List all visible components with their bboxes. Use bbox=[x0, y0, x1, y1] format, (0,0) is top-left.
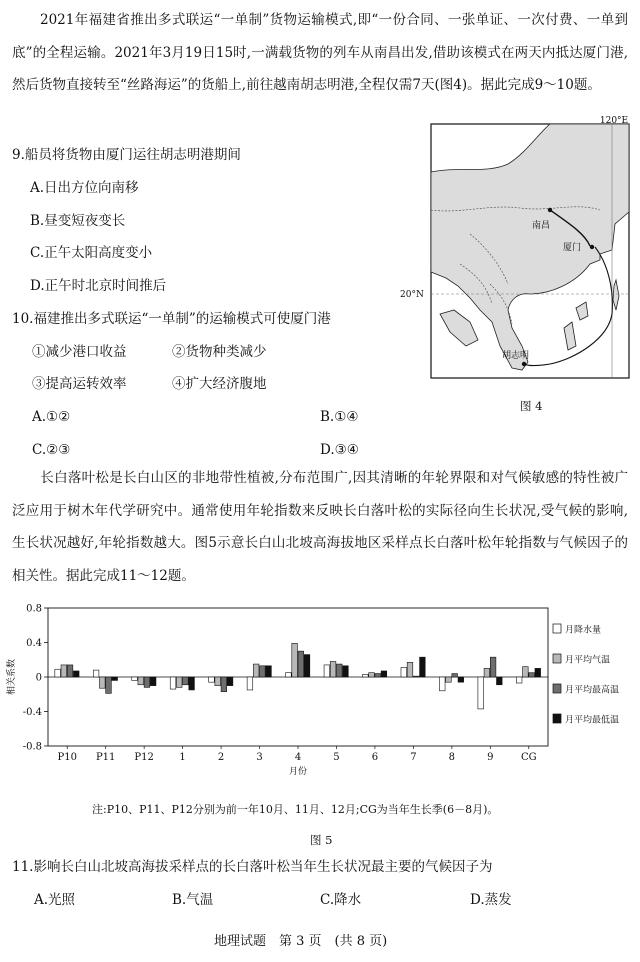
question-10-option-c: C.②③ bbox=[32, 442, 71, 458]
legend-swatch bbox=[553, 624, 561, 633]
question-11-option-c: C.降水 bbox=[320, 892, 362, 908]
bar bbox=[304, 655, 310, 677]
bar bbox=[446, 677, 452, 682]
figure-5-note: 注:P10、P11、P12分别为前一年10月、11月、12月;CG为当年生长季(6－8月)。 bbox=[92, 803, 499, 816]
x-tick-label: 1 bbox=[179, 752, 186, 763]
x-tick-label: 3 bbox=[256, 752, 263, 763]
bar bbox=[247, 677, 253, 690]
bar bbox=[292, 643, 298, 677]
bar bbox=[93, 670, 99, 677]
x-tick-label: P11 bbox=[95, 752, 116, 763]
question-9-stem: 9.船员将货物由厦门运往胡志明港期间 bbox=[12, 147, 241, 163]
question-10-option-a: A.①② bbox=[32, 409, 71, 425]
y-tick-label: -0.4 bbox=[22, 707, 42, 718]
question-10-item-2: ②货物种类减少 bbox=[172, 344, 267, 360]
bar bbox=[260, 666, 266, 677]
figure-5-chart bbox=[0, 596, 640, 786]
bar bbox=[144, 677, 150, 687]
label-hcm: 胡志明 bbox=[502, 351, 530, 361]
bar bbox=[221, 677, 227, 692]
xiamen-marker bbox=[590, 245, 594, 249]
bar bbox=[523, 667, 529, 677]
bar bbox=[529, 673, 535, 677]
bar bbox=[458, 677, 464, 682]
y-tick-label: 0 bbox=[35, 672, 42, 684]
bar bbox=[420, 657, 426, 677]
question-11-option-b: B.气温 bbox=[172, 892, 214, 908]
question-9-option-c: C.正午太阳高度变小 bbox=[30, 245, 153, 261]
legend-label: 月平均最低温 bbox=[565, 715, 620, 726]
question-11-option-d: D.蒸发 bbox=[470, 892, 512, 908]
bar bbox=[215, 677, 221, 686]
bar bbox=[183, 677, 189, 685]
bar bbox=[439, 677, 445, 691]
intro-paragraph-2: 长白落叶松是长白山区的非地带性植被,分布范围广,因其清晰的年轮界限和对气候敏感的特性被广泛应用于树木年代学研究中。通常使用年轮指数来反映长白落叶松的实际径向生长状况,受气候的影响,生长状况越好,年轮指数越大。图5示意长白山北坡高海拔地区采样点长白落叶松年轮指数与气候因子的相关性。据此完成11～12题。 bbox=[12, 470, 628, 584]
legend-label: 月平均气温 bbox=[565, 655, 611, 666]
lat-label: 20°N bbox=[400, 290, 424, 300]
bar bbox=[150, 677, 156, 686]
x-tick-label: 6 bbox=[371, 752, 379, 763]
x-tick-label: 8 bbox=[448, 752, 456, 763]
bar bbox=[381, 671, 387, 677]
bar bbox=[132, 677, 138, 680]
bar bbox=[55, 669, 61, 677]
x-tick-label: 9 bbox=[487, 752, 494, 763]
bar bbox=[298, 651, 304, 677]
x-tick-label: 5 bbox=[333, 752, 340, 763]
bar bbox=[478, 677, 484, 709]
bar bbox=[67, 665, 73, 677]
question-10-stem: 10.福建推出多式联运“一单制”的运输模式可使厦门港 bbox=[12, 311, 331, 327]
bar bbox=[535, 668, 541, 677]
question-10-option-d: D.③④ bbox=[320, 442, 359, 458]
legend-label: 月降水量 bbox=[565, 625, 602, 636]
bar bbox=[266, 666, 272, 677]
x-tick-label: P12 bbox=[134, 752, 154, 763]
label-nanchang: 南昌 bbox=[532, 221, 551, 231]
bar bbox=[99, 677, 105, 688]
bar bbox=[112, 677, 118, 680]
x-axis-label: 月份 bbox=[288, 767, 308, 777]
bar bbox=[286, 673, 292, 677]
legend-label: 月平均最高温 bbox=[565, 685, 620, 696]
bar bbox=[497, 677, 503, 685]
intro-paragraph-1: 2021年福建省推出多式联运“一单制”货物运输模式,即“一份合同、一张单证、一次付费、一单到底”的全程运输。2021年3月19日15时,一满载货物的列车从南昌出发,借助该模式在两天内抵达厦门港,然后货物直接转至“丝路海运”的货船上,前往越南胡志明港,全程仅需7天(图4)。据此完成9～10题。 bbox=[12, 12, 628, 93]
bar bbox=[106, 677, 112, 693]
bar bbox=[189, 677, 195, 690]
bar bbox=[401, 668, 407, 677]
figure-4-map bbox=[400, 114, 636, 384]
bar bbox=[375, 674, 381, 677]
question-10-item-3: ③提高运转效率 bbox=[32, 376, 127, 392]
question-9-option-b: B.昼变短夜变长 bbox=[30, 213, 126, 229]
bar bbox=[369, 673, 375, 677]
hcm-marker bbox=[522, 362, 526, 366]
bar bbox=[452, 674, 458, 677]
legend-swatch bbox=[553, 714, 561, 723]
bar bbox=[336, 664, 342, 677]
bar bbox=[227, 677, 233, 686]
bar bbox=[61, 665, 67, 677]
question-10-option-b: B.①④ bbox=[320, 409, 359, 425]
bar bbox=[170, 677, 176, 689]
legend-swatch bbox=[553, 684, 561, 693]
bar bbox=[490, 657, 496, 677]
x-tick-label: P10 bbox=[57, 752, 77, 763]
x-tick-label: CG bbox=[520, 752, 537, 763]
label-xiamen: 厦门 bbox=[563, 243, 582, 253]
x-tick-label: 2 bbox=[217, 752, 225, 763]
question-10-item-4: ④扩大经济腹地 bbox=[172, 376, 267, 392]
question-9-option-d: D.正午时北京时间推后 bbox=[30, 278, 167, 294]
x-tick-label: 7 bbox=[410, 752, 417, 763]
bar bbox=[343, 666, 349, 677]
y-tick-label: 0.4 bbox=[26, 638, 42, 649]
question-9-option-a: A.日出方位向南移 bbox=[30, 180, 139, 196]
bar bbox=[73, 671, 79, 677]
y-tick-label: -0.8 bbox=[22, 741, 42, 753]
bar bbox=[516, 677, 522, 683]
bar bbox=[363, 674, 369, 677]
x-tick-label: 4 bbox=[294, 752, 302, 763]
bar bbox=[413, 676, 419, 677]
bar bbox=[253, 664, 259, 677]
figure-5-caption: 图 5 bbox=[310, 833, 333, 847]
bar bbox=[324, 665, 330, 677]
y-axis-label: 相关系数 bbox=[7, 658, 17, 696]
bar bbox=[209, 677, 215, 682]
bar bbox=[330, 661, 336, 677]
page-footer: 地理试题 第 3 页 (共 8 页) bbox=[214, 934, 388, 949]
bar bbox=[138, 677, 144, 685]
bar bbox=[484, 668, 490, 677]
bar bbox=[176, 677, 182, 687]
question-10-item-1: ①减少港口收益 bbox=[32, 344, 127, 360]
question-11-stem: 11.影响长白山北坡高海拔采样点的长白落叶松当年生长状况最主要的气候因子为 bbox=[12, 859, 493, 875]
y-tick-label: 0.8 bbox=[26, 603, 42, 615]
question-11-option-a: A.光照 bbox=[34, 892, 76, 908]
bar bbox=[407, 662, 413, 677]
lon-label: 120°E bbox=[599, 116, 629, 126]
figure-4-caption: 图 4 bbox=[520, 399, 543, 413]
nanchang-marker bbox=[548, 208, 552, 212]
legend-swatch bbox=[553, 654, 561, 663]
